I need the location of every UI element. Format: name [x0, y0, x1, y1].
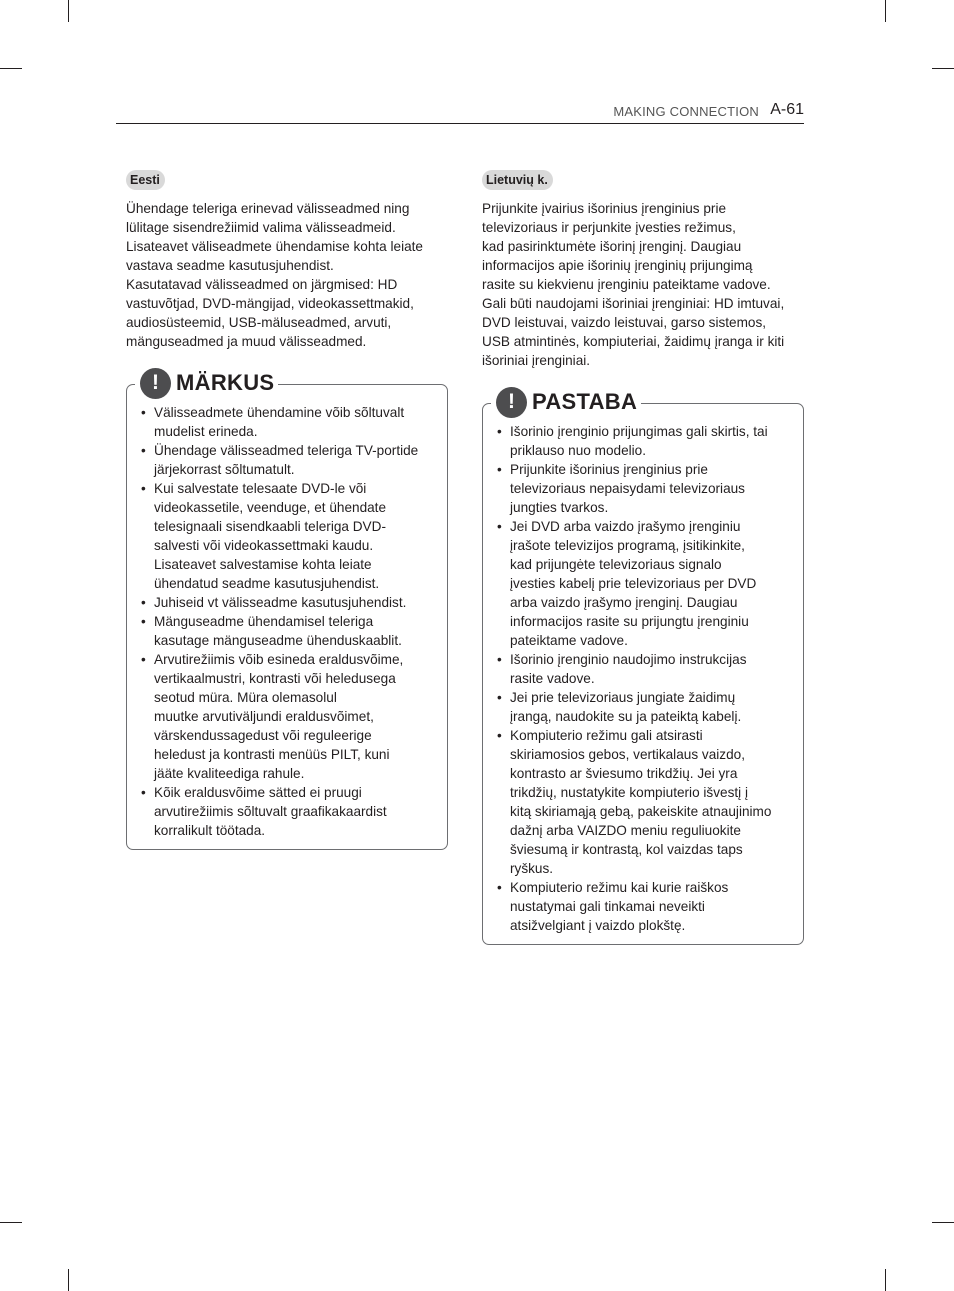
note-line: Kui salvestate telesaate DVD-le või [154, 481, 367, 496]
note-line: arba vaizdo įrašymo įrenginį. Daugiau [510, 595, 738, 610]
note-line: dažnį arba VAIZDO meniu reguliuokite [510, 823, 741, 838]
intro-line: kad pasirinktumėte išorinį įrenginį. Daugiau [482, 239, 742, 254]
exclamation-icon: ! [496, 387, 527, 418]
note-line: Ühendage välisseadmed teleriga TV-portide [154, 443, 419, 458]
note-line: Kõik eraldusvõime sätted ei pruugi [154, 785, 362, 800]
note-item [141, 479, 437, 593]
note-item [497, 422, 793, 460]
note-line: ryškus. [510, 861, 554, 876]
note-line: arvutirežiimis sõltuvalt graafikakaardist [154, 804, 387, 819]
note-line: Kompiuterio režimu kai kurie raiškos [510, 880, 729, 895]
note-box [126, 370, 448, 850]
note-line: trikdžių, nustatykite kompiuterio išvestį į [510, 785, 748, 800]
note-line: Išorinio įrenginio prijungimas gali skirtis, tai [510, 424, 768, 439]
crop-mark [885, 0, 886, 22]
note-title: MÄRKUS [176, 370, 275, 395]
intro-text [482, 199, 804, 370]
note-line: Kompiuterio režimu gali atsirasti [510, 728, 703, 743]
note-line: jungties tvarkos. [510, 500, 609, 515]
note-line: seotud müra. Müra olemasolul [154, 690, 337, 705]
note-list [497, 422, 793, 935]
note-line: salvesti või videokassettmaki kaudu. [154, 538, 374, 553]
note-line: rasite vadove. [510, 671, 595, 686]
note-item [141, 612, 437, 650]
note-header [491, 385, 641, 419]
section-title: MAKING CONNECTION [613, 104, 759, 119]
note-item [141, 783, 437, 840]
exclamation-icon: ! [140, 368, 171, 399]
note-line: vertikaalmustri, kontrasti või heledusega [154, 671, 396, 686]
note-item [497, 460, 793, 517]
note-item [497, 650, 793, 688]
crop-mark [885, 1269, 886, 1291]
note-line: atsižvelgiant į vaizdo plokštę. [510, 918, 686, 933]
note-box [482, 389, 804, 945]
note-line: heledust ja kontrasti menüüs PILT, kuni [154, 747, 390, 762]
note-item [497, 878, 793, 935]
note-title: PASTABA [532, 389, 638, 414]
note-line: ühendatud seadme kasutusjuhendist. [154, 576, 380, 591]
intro-line: išoriniai įrenginiai. [482, 353, 591, 368]
intro-text [126, 199, 448, 351]
note-line: mudelist erineda. [154, 424, 258, 439]
intro-line: Kasutatavad välisseadmed on järgmised: HD [126, 277, 398, 292]
note-line: kad prijungėte televizoriaus signalo [510, 557, 722, 572]
intro-paragraph [126, 199, 448, 351]
note-line: värskendussagedust või reguleerige [154, 728, 372, 743]
page-header [116, 101, 804, 124]
note-line: Juhiseid vt välisseadme kasutusjuhendist. [154, 595, 407, 610]
note-header [135, 366, 278, 400]
intro-line: DVD leistuvai, vaizdo leistuvai, garso sistemos, [482, 315, 767, 330]
note-line: kitą skiriamąją gebą, pakeiskite atnaujinimo [510, 804, 772, 819]
note-line: Jei DVD arba vaizdo įrašymo įrenginiu [510, 519, 741, 534]
intro-line: vastava seadme kasutusjuhendist. [126, 258, 334, 273]
note-item [141, 650, 437, 783]
note-line: telesignaali sisendkaabli teleriga DVD- [154, 519, 386, 534]
page-number: A-61 [770, 101, 804, 118]
crop-mark [932, 68, 954, 69]
language-tag-lithuanian: Lietuvių k. [482, 170, 553, 190]
intro-line: Gali būti naudojami išoriniai įrenginiai: HD imtuvai, [482, 296, 785, 311]
language-tag-estonian: Eesti [126, 170, 165, 190]
lithuanian-column [482, 170, 804, 945]
intro-line: USB atmintinės, kompiuteriai, žaidimų įranga ir kiti [482, 334, 785, 349]
note-line: įrašote televizijos programą, įsitikinkite, [510, 538, 745, 553]
intro-line: Prijunkite įvairius išorinius įrenginius prie [482, 201, 727, 216]
note-line: Mänguseadme ühendamisel teleriga [154, 614, 374, 629]
note-list [141, 403, 437, 840]
note-line: nustatymai gali tinkamai neveikti [510, 899, 705, 914]
intro-line: vastuvõtjad, DVD-mängijad, videokassettmakid, [126, 296, 414, 311]
note-line: televizoriaus nepaisydami televizoriaus [510, 481, 745, 496]
crop-mark [0, 68, 22, 69]
intro-paragraph [482, 199, 804, 370]
intro-line: Lisateavet väliseadmete ühendamise kohta leiate [126, 239, 423, 254]
note-line: korralikult töötada. [154, 823, 266, 838]
intro-line: mänguseadmed ja muud välisseadmed. [126, 334, 367, 349]
note-line: kasutage mänguseadme ühenduskaablit. [154, 633, 402, 648]
intro-line: Ühendage teleriga erinevad välisseadmed ning [126, 201, 410, 216]
crop-mark [932, 1222, 954, 1223]
note-line: Išorinio įrenginio naudojimo instrukcijas [510, 652, 747, 667]
estonian-column [126, 170, 448, 850]
note-line: järjekorrast sõltumatult. [154, 462, 295, 477]
note-line: jääte kvaliteediga rahule. [154, 766, 305, 781]
intro-line: informacijos apie išorinių įrenginių prijungimą [482, 258, 753, 273]
note-line: Jei prie televizoriaus jungiate žaidimų [510, 690, 736, 705]
note-line: videokassetile, veenduge, et ühendate [154, 500, 387, 515]
note-line: Lisateavet salvestamise kohta leiate [154, 557, 372, 572]
intro-line: televizoriaus ir perjunkite įvesties režimus, [482, 220, 736, 235]
note-line: Välisseadmete ühendamine võib sõltuvalt [154, 405, 405, 420]
note-line: muutke arvutiväljundi eraldusvõimet, [154, 709, 374, 724]
note-line: Arvutirežiimis võib esineda eraldusvõime, [154, 652, 404, 667]
note-item [497, 688, 793, 726]
intro-line: audiosüsteemid, USB-mäluseadmed, arvuti, [126, 315, 392, 330]
note-line: šviesumą ir kontrastą, kol vaizdas taps [510, 842, 743, 857]
note-line: pateiktame vadove. [510, 633, 628, 648]
note-item [141, 593, 437, 612]
note-line: skiriamosios gebos, vertikalaus vaizdo, [510, 747, 745, 762]
note-line: Prijunkite išorinius įrenginius prie [510, 462, 708, 477]
crop-mark [0, 1222, 22, 1223]
intro-line: lülitage sisendrežiimid valima välisseadmeid. [126, 220, 396, 235]
crop-mark [68, 1269, 69, 1291]
note-item [497, 517, 793, 650]
note-line: informacijos rasite su prijungtu įrenginiu [510, 614, 749, 629]
note-item [497, 726, 793, 878]
note-line: įrangą, naudokite su ja pateiktą kabelį. [510, 709, 742, 724]
note-line: priklauso nuo modelio. [510, 443, 647, 458]
intro-line: rasite su kiekvienu įrenginiu pateiktame vadove. [482, 277, 771, 292]
note-item [141, 441, 437, 479]
note-item [141, 403, 437, 441]
crop-mark [68, 0, 69, 22]
note-line: įvesties kabelį prie televizoriaus per DVD [510, 576, 757, 591]
note-line: kontrasto ar šviesumo trikdžių. Jei yra [510, 766, 738, 781]
